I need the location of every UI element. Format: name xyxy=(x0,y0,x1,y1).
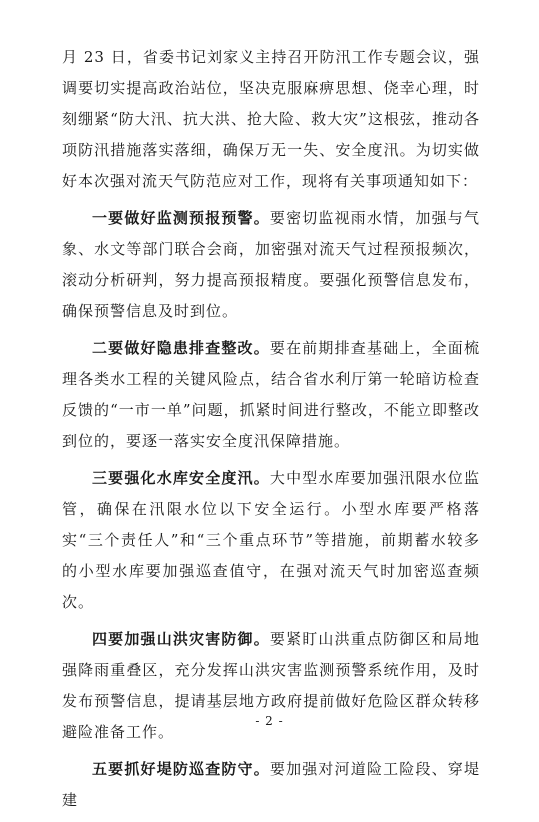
section-paragraph-1 xyxy=(62,203,480,327)
section-heading-3: 三要强化水库安全度汛。 xyxy=(92,469,270,487)
section-paragraph-5 xyxy=(62,754,480,816)
page-number: - 2 - xyxy=(255,714,284,728)
section-text-1: 要密切监视雨水情，加强与气象、水文等部门联合会商，加密强对流天气过程预报频次，滚动分析研判，努力提高预报精度。要强化预警信息发布，确保预警信息及时到位。 xyxy=(62,209,480,320)
section-paragraph-3 xyxy=(62,463,480,618)
section-text-4: 要紧盯山洪重点防御区和局地强降雨重叠区，充分发挥山洪灾害监测预警系统作用，及时发布预警信息，提请基层地方政府提前做好危险区群众转移避险准备工作。 xyxy=(62,630,480,741)
document-body xyxy=(62,42,480,822)
section-paragraph-2 xyxy=(62,333,480,457)
section-heading-2: 二要做好隐患排查整改。 xyxy=(92,339,270,357)
section-heading-5: 五要抓好堤防巡查防守。 xyxy=(92,760,270,778)
section-heading-1: 一要做好监测预报预警。 xyxy=(92,209,270,227)
section-heading-4: 四要加强山洪灾害防御。 xyxy=(92,630,270,648)
section-text-3: 大中型水库要加强汛限水位监管，确保在汛限水位以下安全运行。小型水库要严格落实“三个责任人”和“三个重点环节”等措施，前期蓄水较多的小型水库要加强巡查值守，在强对流天气时加密巡查频次。 xyxy=(62,469,480,611)
section-text-2: 要在前期排查基础上，全面梳理各类水工程的关键风险点，结合省水利厅第一轮暗访检查反馈的“一市一单”问题，抓紧时间进行整改，不能立即整改到位的，要逐一落实安全度汛保障措施。 xyxy=(62,339,480,450)
section-text-5: 要加强对河道险工险段、穿堤建 xyxy=(62,760,480,809)
section-paragraph-4 xyxy=(62,624,480,748)
intro-paragraph: 月 23 日，省委书记刘家义主持召开防汛工作专题会议，强调要切实提高政治站位，坚决克服麻痹思想、侥幸心理，时刻绷紧“防大汛、抗大洪、抢大险、救大灾”这根弦，推动各项防汛措施落实落细，确保万无一失、安全度汛。为切实做好本次强对流天气防范应对工作，现将有关事项通知如下： xyxy=(62,48,480,190)
